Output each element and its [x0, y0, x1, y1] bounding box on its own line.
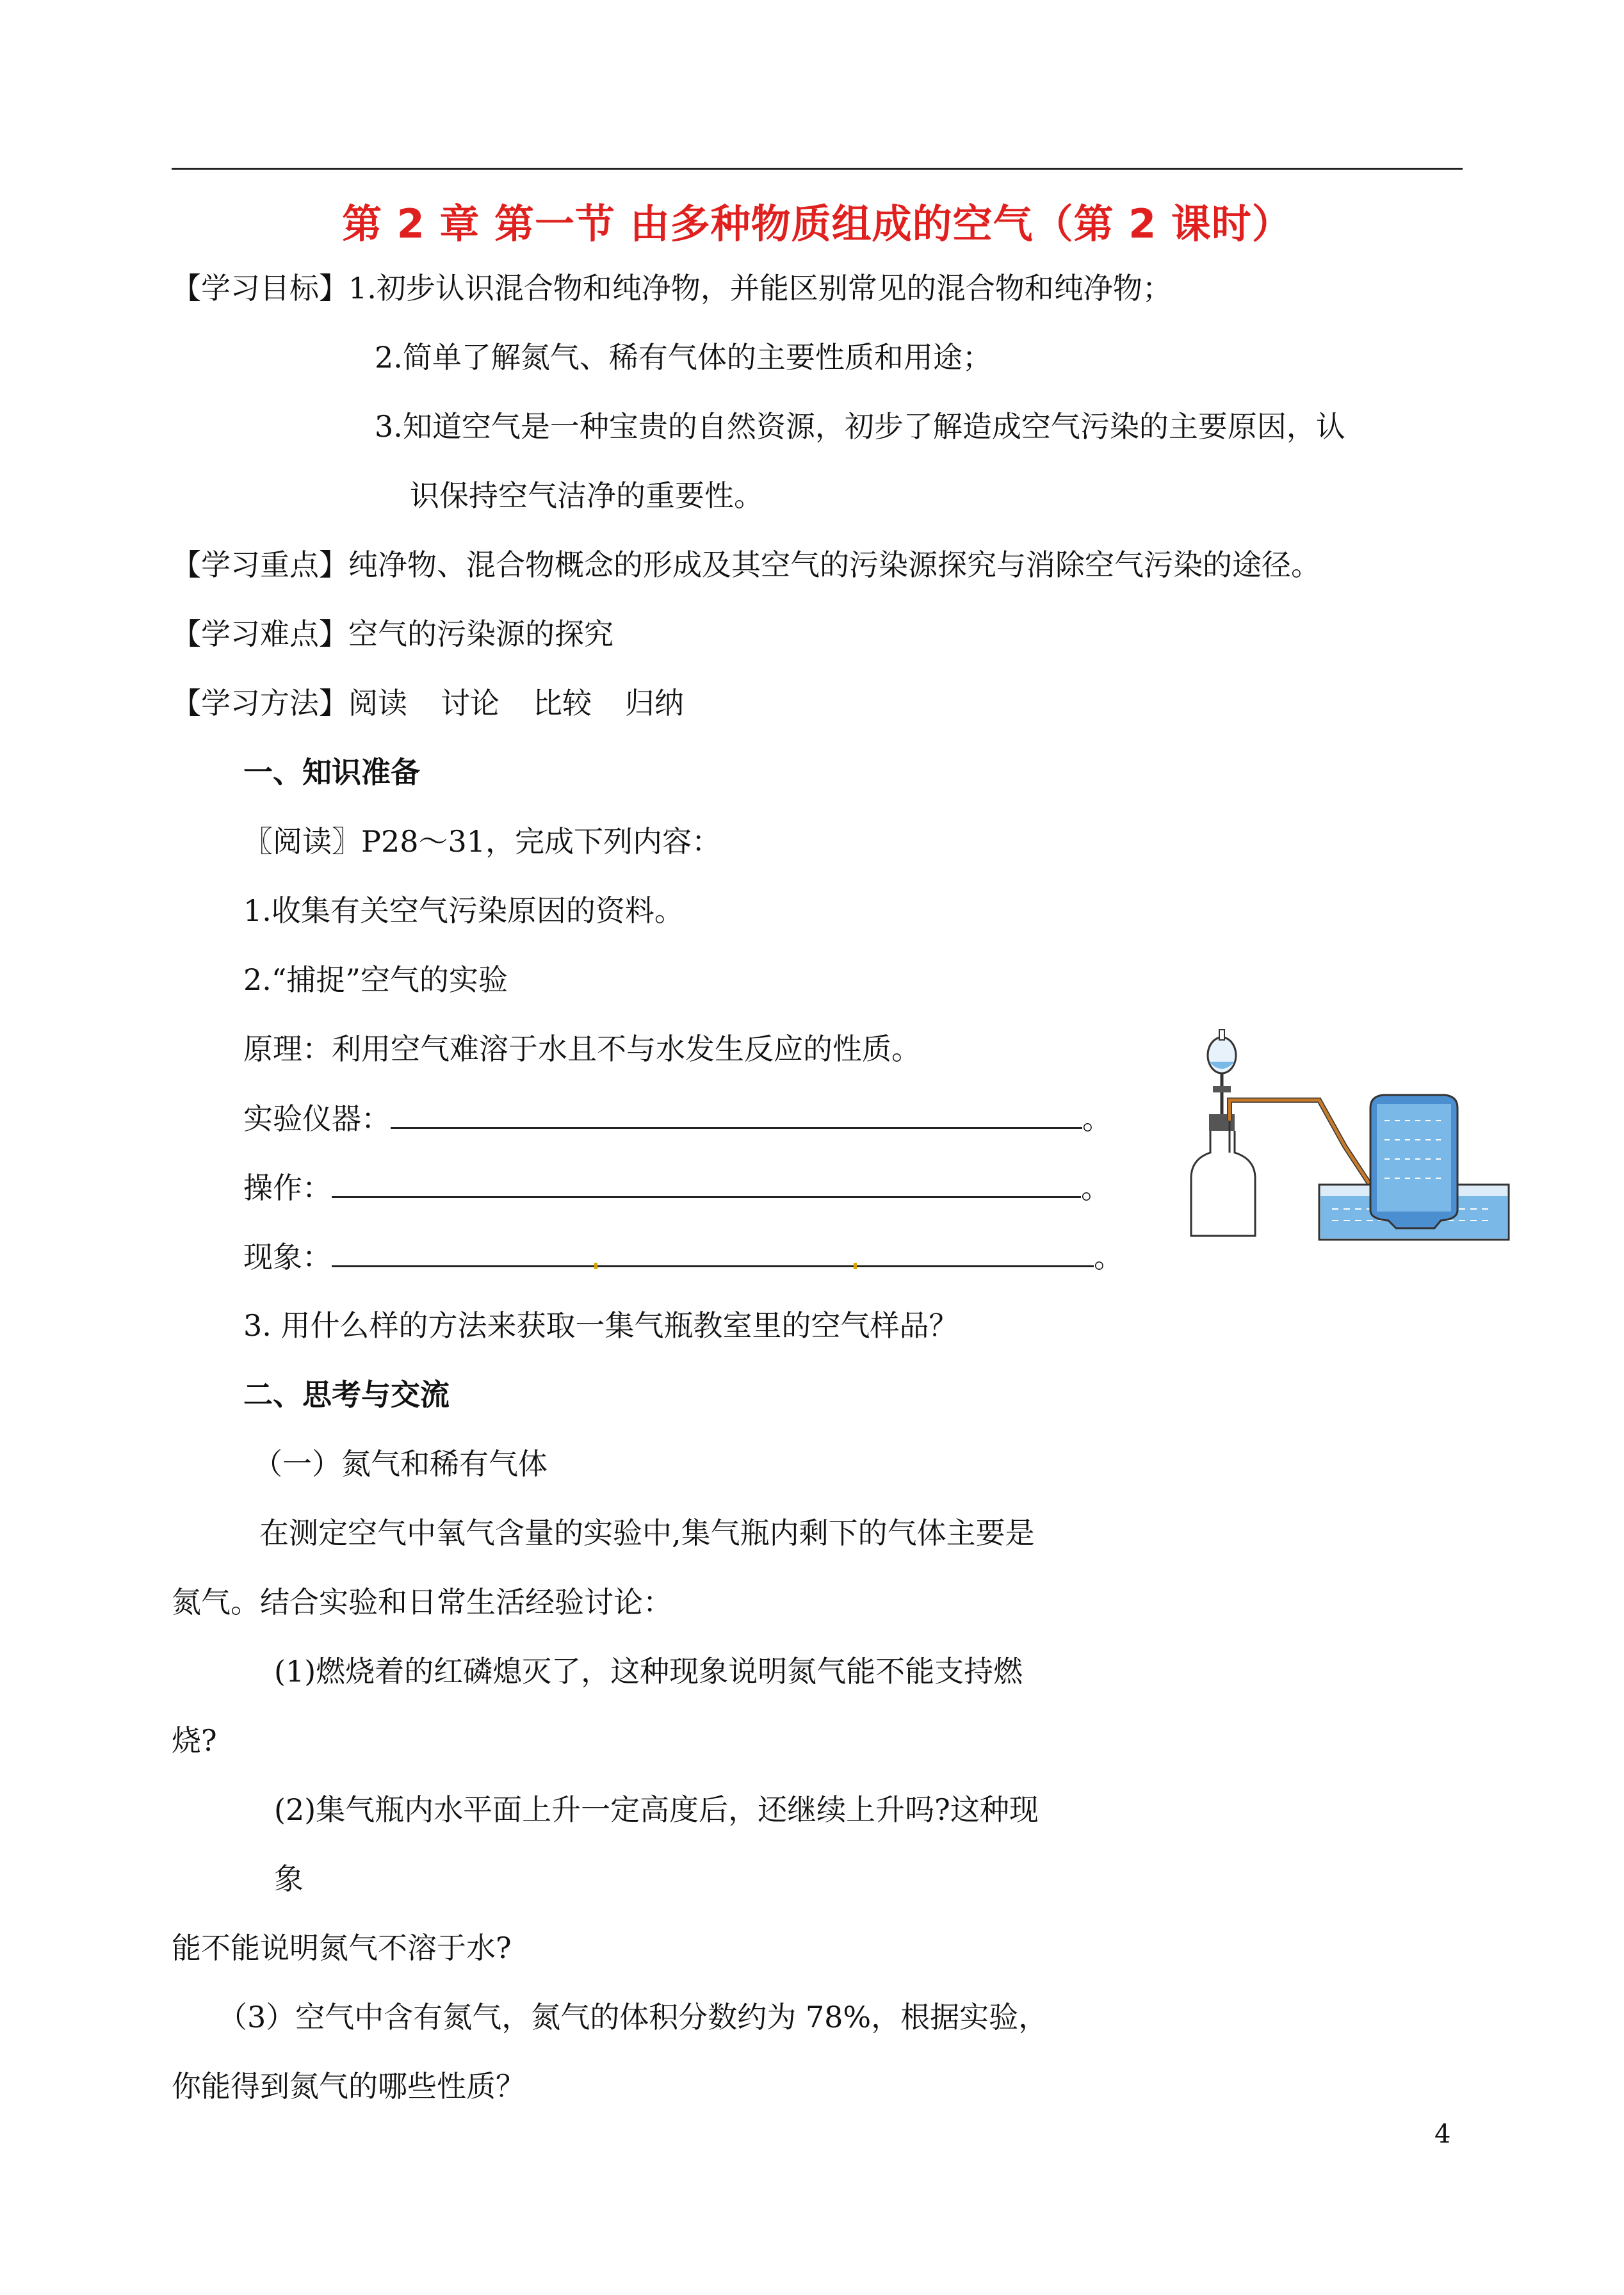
air-capture-apparatus-illustration — [1185, 1025, 1518, 1242]
objective-3a: 3.知道空气是一种宝贵的自然资源，初步了解造成空气污染的主要原因，认 — [375, 409, 1345, 444]
phenomenon-row — [243, 1237, 1123, 1276]
point3-b: 你能得到氮气的哪些性质？ — [172, 2069, 525, 2104]
point2-a: (2)集气瓶内水平面上升一定高度后，还继续上升吗?这种现 — [274, 1792, 1039, 1827]
gas-bottle — [1191, 1114, 1255, 1236]
reading-instruction: 〖阅读〗P28～31，完成下列内容： — [243, 824, 722, 859]
end-mark: 。 — [1081, 1171, 1110, 1205]
subsection-1: （一）氮气和稀有气体 — [253, 1447, 548, 1481]
end-mark: 。 — [1094, 1240, 1123, 1274]
end-mark: 。 — [1082, 1101, 1112, 1136]
objectives-label: 【学习目标】 — [172, 271, 348, 305]
key-point-label: 【学习重点】 — [172, 547, 348, 582]
para1-a: 在测定空气中氧气含量的实验中,集气瓶内剩下的气体主要是 — [259, 1516, 1035, 1550]
methods-label: 【学习方法】 — [172, 686, 348, 720]
question-2: 2.“捕捉”空气的实验 — [243, 962, 508, 997]
page-title: 第 2 章 第一节 由多种物质组成的空气（第 2 课时） — [342, 200, 1292, 247]
instruments-blank[interactable] — [391, 1099, 1082, 1129]
point2-b: 象 — [274, 1861, 304, 1896]
operation-row — [243, 1168, 1110, 1207]
para1-b: 氮气。结合实验和日常生活经验讨论： — [172, 1585, 672, 1619]
section1-heading: 一、知识准备 — [243, 755, 420, 790]
phenomenon-blank[interactable] — [332, 1237, 1094, 1267]
objective-2: 2.简单了解氮气、稀有气体的主要性质和用途； — [375, 340, 992, 375]
methods-line — [172, 684, 684, 722]
phenomenon-label: 现象： — [243, 1240, 332, 1274]
point3-a: （3）空气中含有氮气，氮气的体积分数约为 78%，根据实验， — [218, 2000, 1048, 2034]
method-item: 比较 — [533, 686, 592, 720]
method-item: 讨论 — [441, 686, 499, 720]
header-rule — [172, 168, 1463, 170]
question-3: 3. 用什么样的方法来获取一集气瓶教室里的空气样品？ — [243, 1308, 959, 1343]
instruments-label: 实验仪器： — [243, 1101, 391, 1136]
point2-c: 能不能说明氮气不溶于水? — [172, 1931, 512, 1965]
page-number: 4 — [1434, 2120, 1451, 2149]
point1-b: 烧? — [172, 1723, 217, 1758]
key-point-line — [172, 546, 1320, 584]
principle-text: 原理：利用空气难溶于水且不与水发生反应的性质。 — [243, 1032, 921, 1066]
objective-1: 1.初步认识混合物和纯净物，并能区别常见的混合物和纯净物； — [348, 271, 1172, 305]
objective-3b: 识保持空气洁净的重要性。 — [410, 478, 763, 513]
method-item: 阅读 — [348, 686, 407, 720]
key-point-text: 纯净物、混合物概念的形成及其空气的污染源探究与消除空气污染的途径。 — [348, 547, 1320, 582]
section2-heading: 二、思考与交流 — [243, 1377, 450, 1412]
collection-bottle — [1370, 1095, 1458, 1228]
operation-label: 操作： — [243, 1171, 332, 1205]
difficulty-line — [172, 615, 613, 653]
point1-a: (1)燃烧着的红磷熄灭了，这种现象说明氮气能不能支持燃 — [274, 1654, 1023, 1689]
question-1: 1.收集有关空气污染原因的资料。 — [243, 893, 684, 928]
method-item: 归纳 — [625, 686, 684, 720]
objectives-line-1 — [172, 269, 1172, 307]
difficulty-label: 【学习难点】 — [172, 617, 348, 651]
operation-blank[interactable] — [332, 1168, 1081, 1198]
difficulty-text: 空气的污染源的探究 — [348, 617, 613, 651]
instruments-row — [243, 1099, 1112, 1138]
